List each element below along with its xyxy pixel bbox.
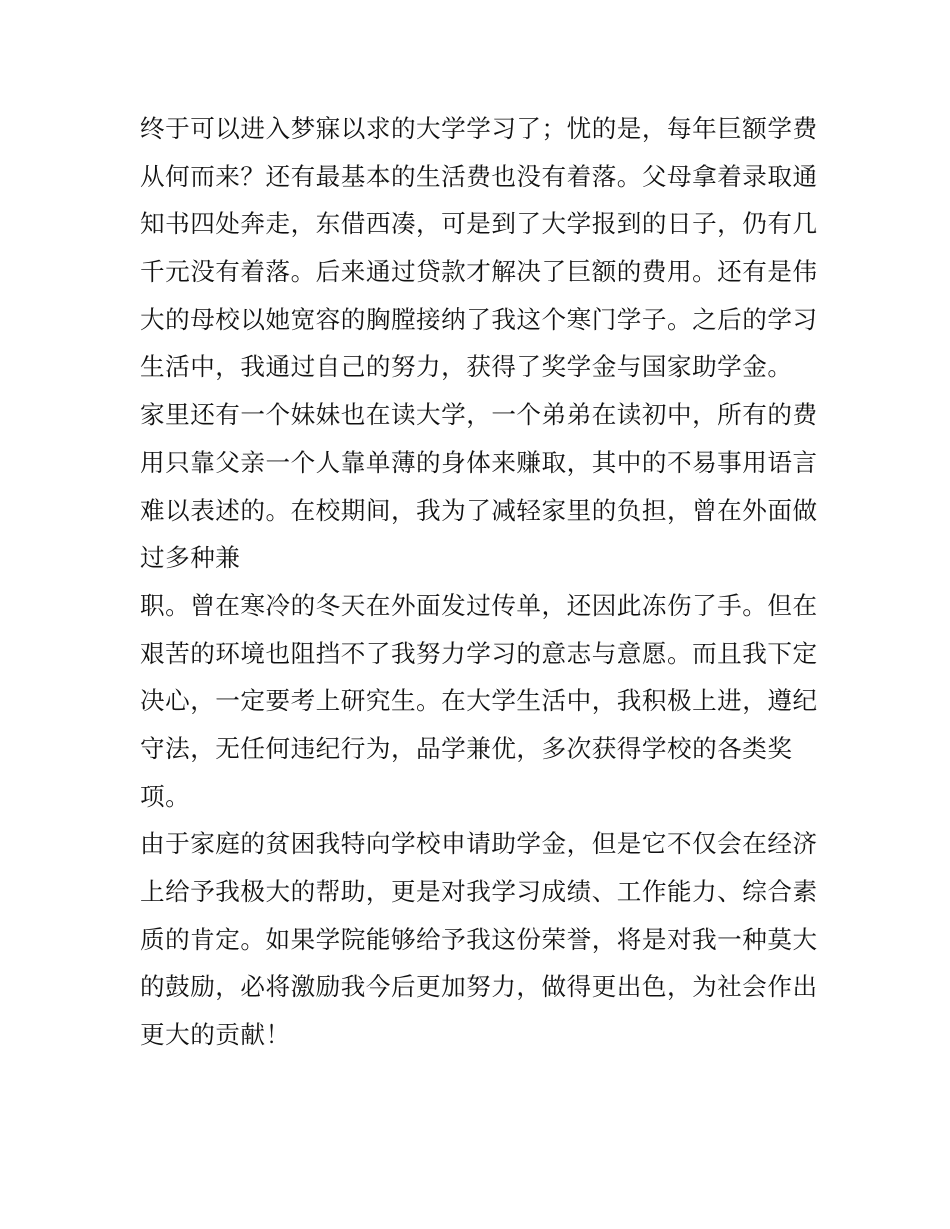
text-line: 家里还有一个妹妹也在读大学，一个弟弟在读初中，所有的费 <box>140 400 818 430</box>
text-line: 上给予我极大的帮助，更是对我学习成绩、工作能力、综合素 <box>140 877 818 906</box>
text-line: 用只靠父亲一个人靠单薄的身体来赚取，其中的不易事用语言 <box>140 447 818 477</box>
text-line: 艰苦的环境也阻挡不了我努力学习的意志与意愿。而且我下定 <box>140 638 818 668</box>
text-line: 决心，一定要考上研究生。在大学生活中，我积极上进，遵纪 <box>140 686 818 716</box>
text-line: 从何而来？还有最基本的生活费也没有着落。父母拿着录取通 <box>140 161 818 191</box>
text-line: 的鼓励，必将激励我今后更加努力，做得更出色，为社会作出 <box>140 972 818 1002</box>
body-text <box>140 105 820 1059</box>
text-line: 大的母校以她宽容的胸膛接纳了我这个寒门学子。之后的学习 <box>140 304 818 334</box>
text-line: 过多种兼 <box>140 543 241 573</box>
text-line: 更大的贡献！ <box>140 1020 291 1050</box>
text-line: 质的肯定。如果学院能够给予我这份荣誉，将是对我一种莫大 <box>140 924 818 954</box>
text-line: 难以表述的。在校期间，我为了减轻家里的负担，曾在外面做 <box>140 495 818 525</box>
text-line: 生活中，我通过自己的努力，获得了奖学金与国家助学金。 <box>140 352 793 382</box>
text-line: 职。曾在寒冷的冬天在外面发过传单，还因此冻伤了手。但在 <box>140 590 818 620</box>
text-line: 终于可以进入梦寐以求的大学学习了；忧的是，每年巨额学费 <box>140 114 818 143</box>
text-line: 知书四处奔走，东借西凑，可是到了大学报到的日子，仍有几 <box>140 209 818 239</box>
text-line: 千元没有着落。后来通过贷款才解决了巨额的费用。还有是伟 <box>140 257 818 287</box>
text-line: 由于家庭的贫困我特向学校申请助学金，但是它不仅会在经济 <box>140 829 818 859</box>
text-line: 守法，无任何违纪行为，品学兼优，多次获得学校的各类奖 <box>140 733 793 763</box>
text-line: 项。 <box>140 781 191 811</box>
